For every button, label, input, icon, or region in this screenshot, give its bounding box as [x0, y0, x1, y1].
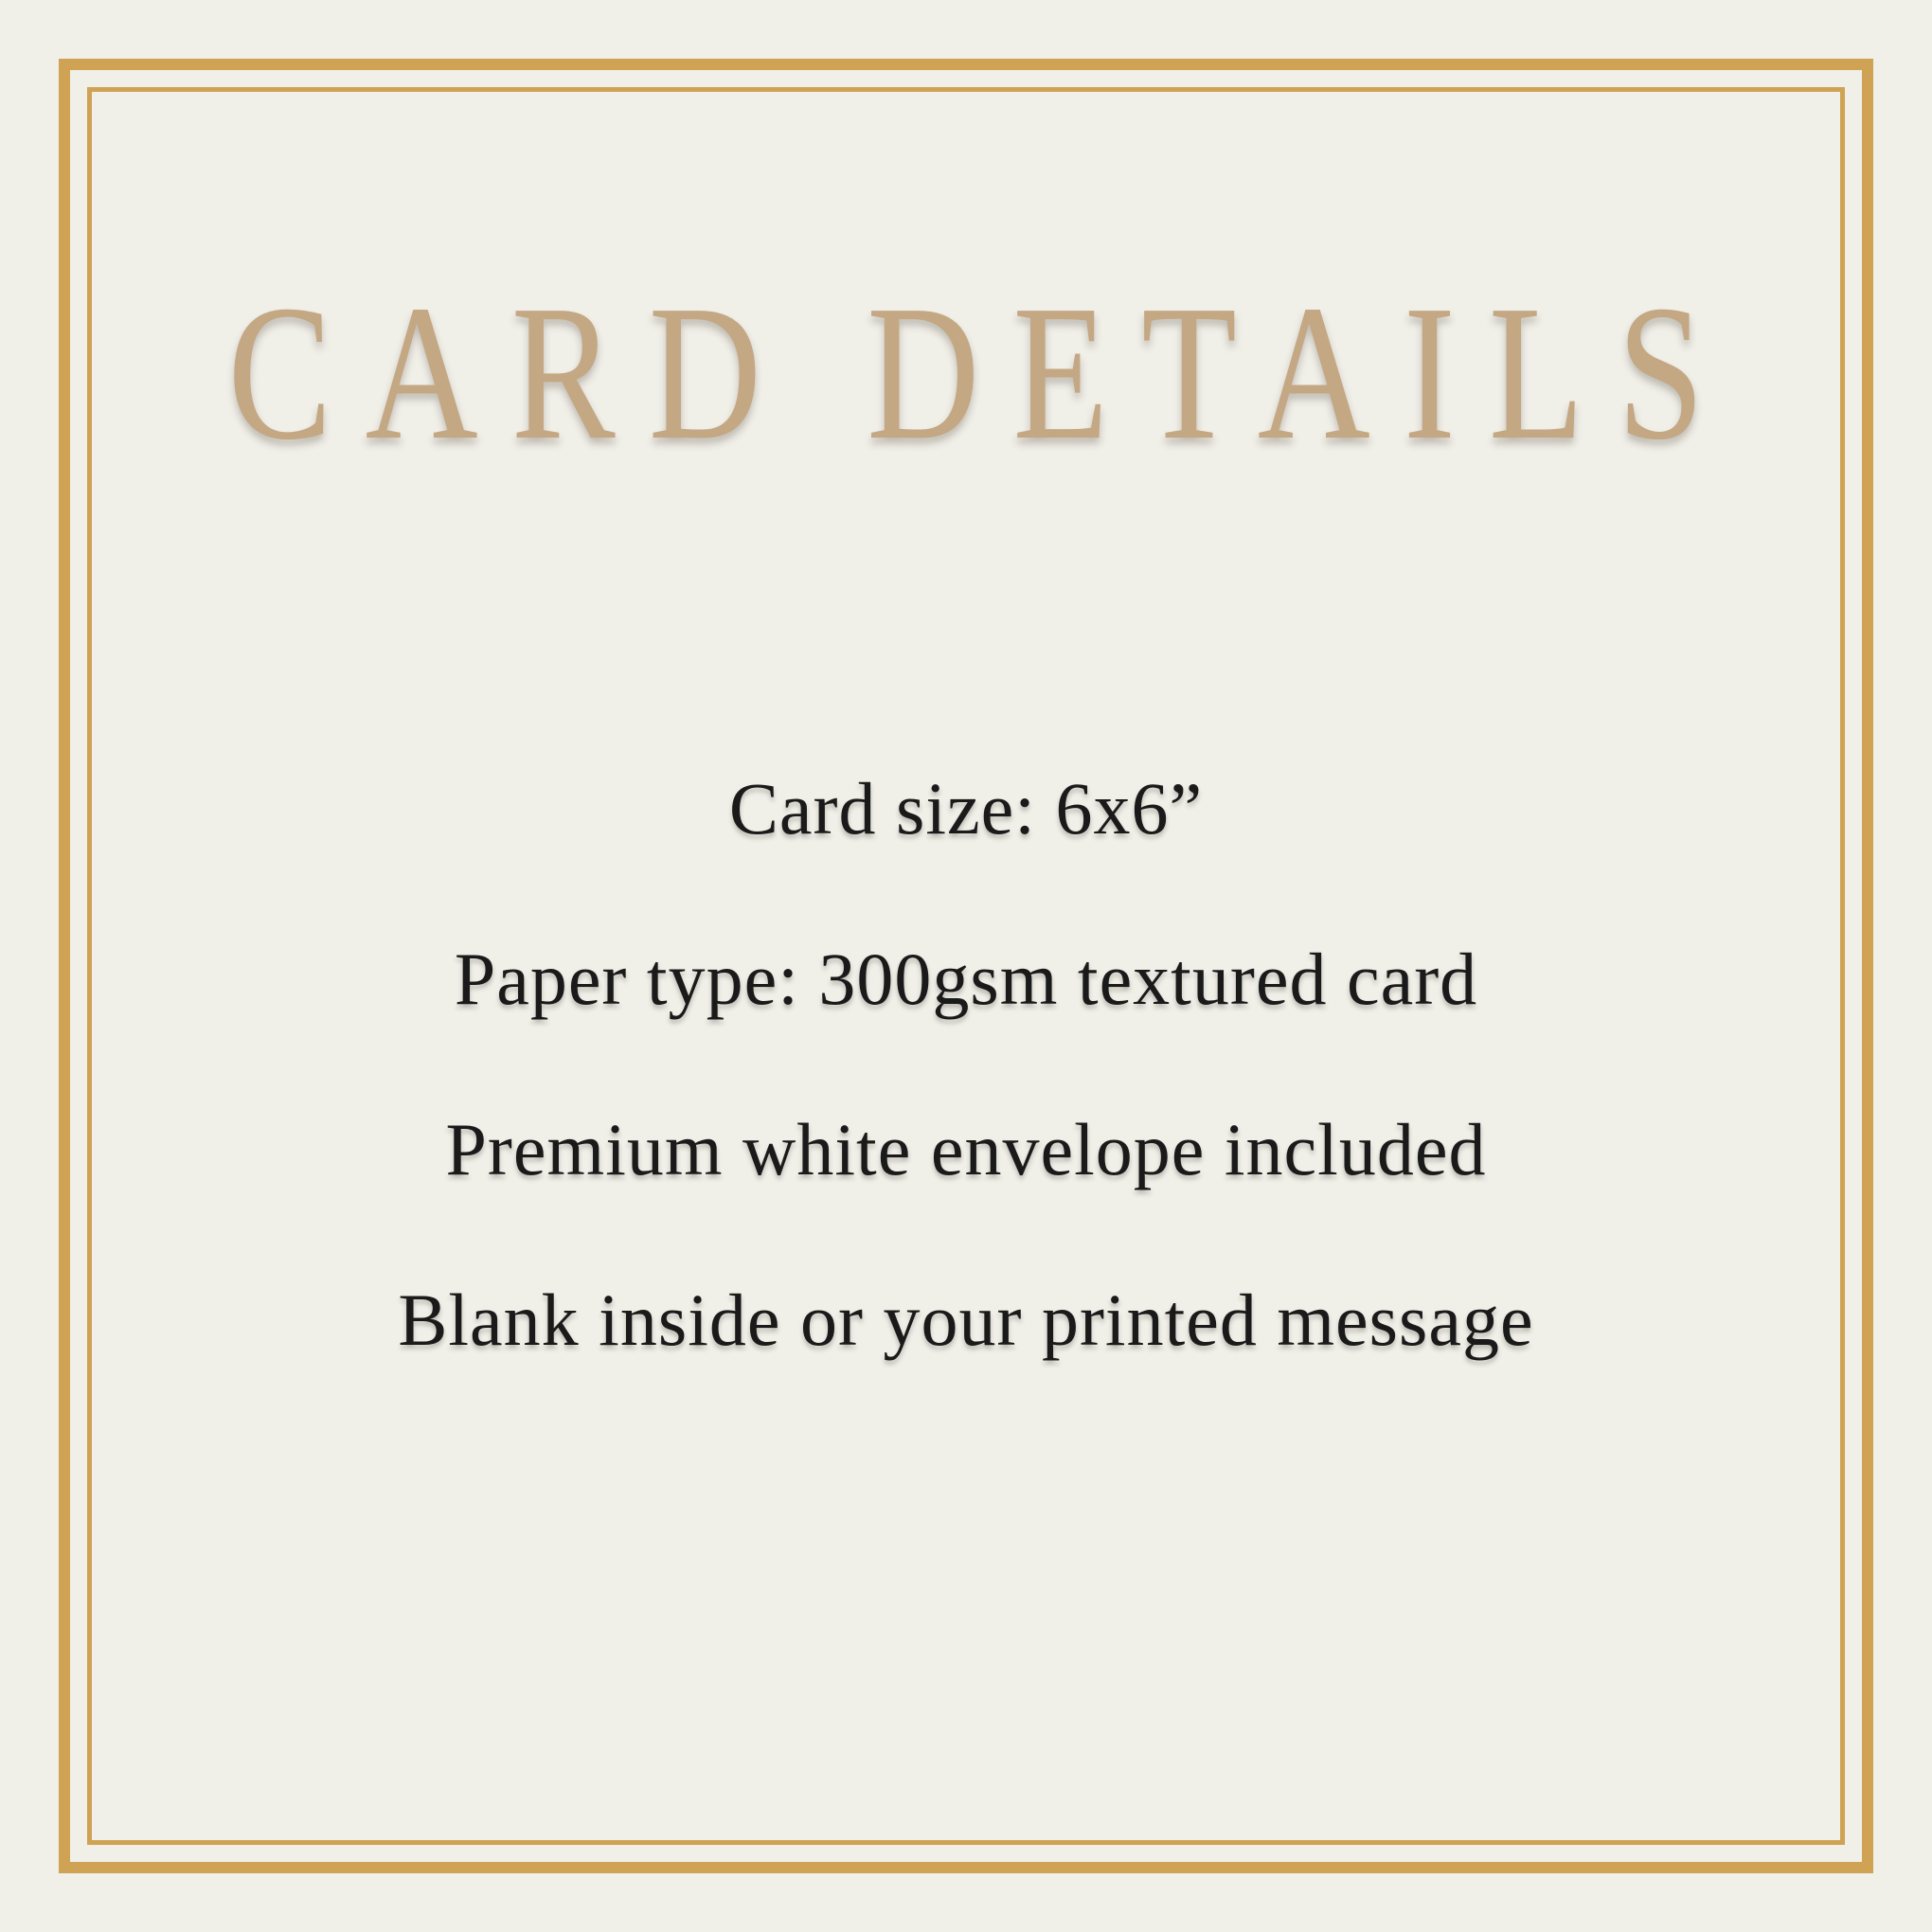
- details-list: [0, 767, 1932, 1361]
- detail-line-card-size: Card size: 6x6”: [728, 767, 1204, 850]
- detail-line-envelope: Premium white envelope included: [445, 1108, 1487, 1190]
- detail-line-message: Blank inside or your printed message: [398, 1279, 1534, 1361]
- detail-line-paper-type: Paper type: 300gsm textured card: [454, 938, 1478, 1020]
- page-title: CARD DETAILS: [227, 264, 1738, 480]
